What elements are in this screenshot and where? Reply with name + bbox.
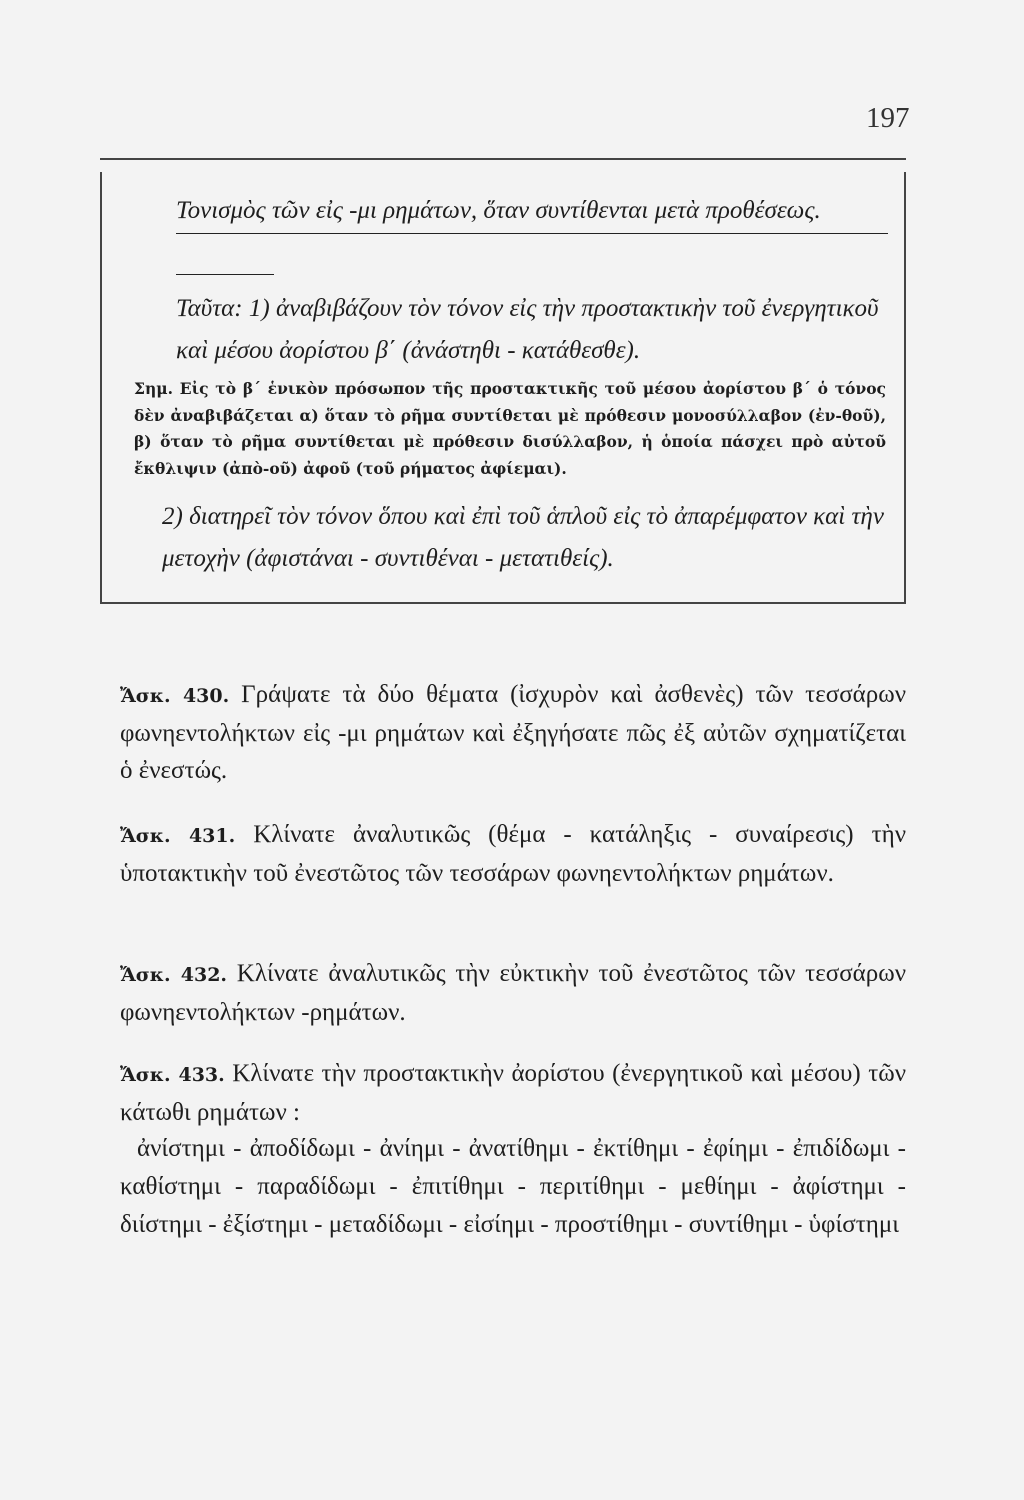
exercise-431 [120,816,906,892]
box-top-rule [100,158,906,160]
note-paragraph: Σημ. Εἰς τὸ β΄ ἑνικὸν πρόσωπον τῆς προστακτικῆς τοῦ μέσου ἀορίστου β΄ ὁ τόνος δὲν ἀναβιβάζεται α) ὅταν τὸ ρῆμα συντίθεται μὲ πρόθεσιν μονοσύλλαβον (ἐν-θοῦ), β) ὅταν τὸ ρῆμα συντίθεται μὲ πρόθεσιν δισύλλαβον, ἡ ὁποία πάσχει πρὸ αὐτοῦ ἔκθλιψιν (ἀπὸ-οῦ) ἀφοῦ (τοῦ ρήματος ἀφίεμαι). [134,379,886,478]
exercise-text: Κλίνατε ἀναλυτικῶς (θέμα - κατάληξις - συναίρεσις) τὴν ὑποτακτικὴν τοῦ ἐνεστῶτος τῶν τεσσάρων φωνηεντολήκτων ρημάτων. [120,821,906,887]
box-title-underline [176,274,274,275]
exercise-text: Γράψατε τὰ δύο θέματα (ἰσχυρὸν καὶ ἀσθενὲς) τῶν τεσσάρων φωνηεντολήκτων εἰς -μι ρημάτων καὶ ἐξηγήσατε πῶς ἐξ αὐτῶν σχηματίζεται ὁ ἐνεστώς. [120,681,907,784]
exercise-label: Ἄσκ. 432. [120,964,228,986]
exercise-text: Κλίνατε τὴν προστακτικὴν ἀορίστου (ἐνεργητικοῦ καὶ μέσου) τῶν κάτωθι ρημάτων : [120,1060,907,1126]
verb-list: ἀνίστημι - ἀποδίδωμι - ἀνίημι - ἀνατίθημι - ἐκτίθημι - ἐφίημι - ἐπιδίδωμι - καθίστημι - παραδίδωμι - ἐπιτίθημι - περιτίθημι - μεθίημι - ἀφίστημι - διίστημι - ἐξίστημι - μεταδίδωμι - εἰσίημι - προστίθημι - συντίθημι - ὑφίστημι [120,1135,906,1238]
exercise-430 [120,676,906,789]
exercise-label: Ἄσκ. 430. [120,685,230,707]
exercise-text: Κλίνατε ἀναλυτικῶς τὴν εὐκτικὴν τοῦ ἐνεστῶτος τῶν τεσσάρων φωνηεντολήκτων -ρημάτων. [120,960,906,1026]
exercise-432 [120,955,906,1031]
box-title: Τονισμὸς τῶν εἰς -μι ρημάτων, ὅταν συντίθενται μετὰ προθέσεως. [176,197,821,224]
page-number: 197 [866,102,910,134]
box-title-underline [176,233,888,234]
exercise-label: Ἄσκ. 431. [120,825,236,847]
exercise-433 [120,1055,906,1131]
rule-one: Ταῦτα: 1) ἀναβιβάζουν τὸν τόνον εἰς τὴν προστακτικὴν τοῦ ἐνεργητικοῦ καὶ μέσου ἀορίστου β΄ (ἀνάστηθι - κατάθεσθε). [176,295,879,364]
rule-two: 2) διατηρεῖ τὸν τόνον ὅπου καὶ ἐπὶ τοῦ ἁπλοῦ εἰς τὸ ἀπαρέμφατον καὶ τὴν μετοχὴν (ἀφιστάναι - συντιθέναι - μετατιθείς). [162,503,884,572]
exercise-label: Ἄσκ. 433. [120,1064,225,1086]
